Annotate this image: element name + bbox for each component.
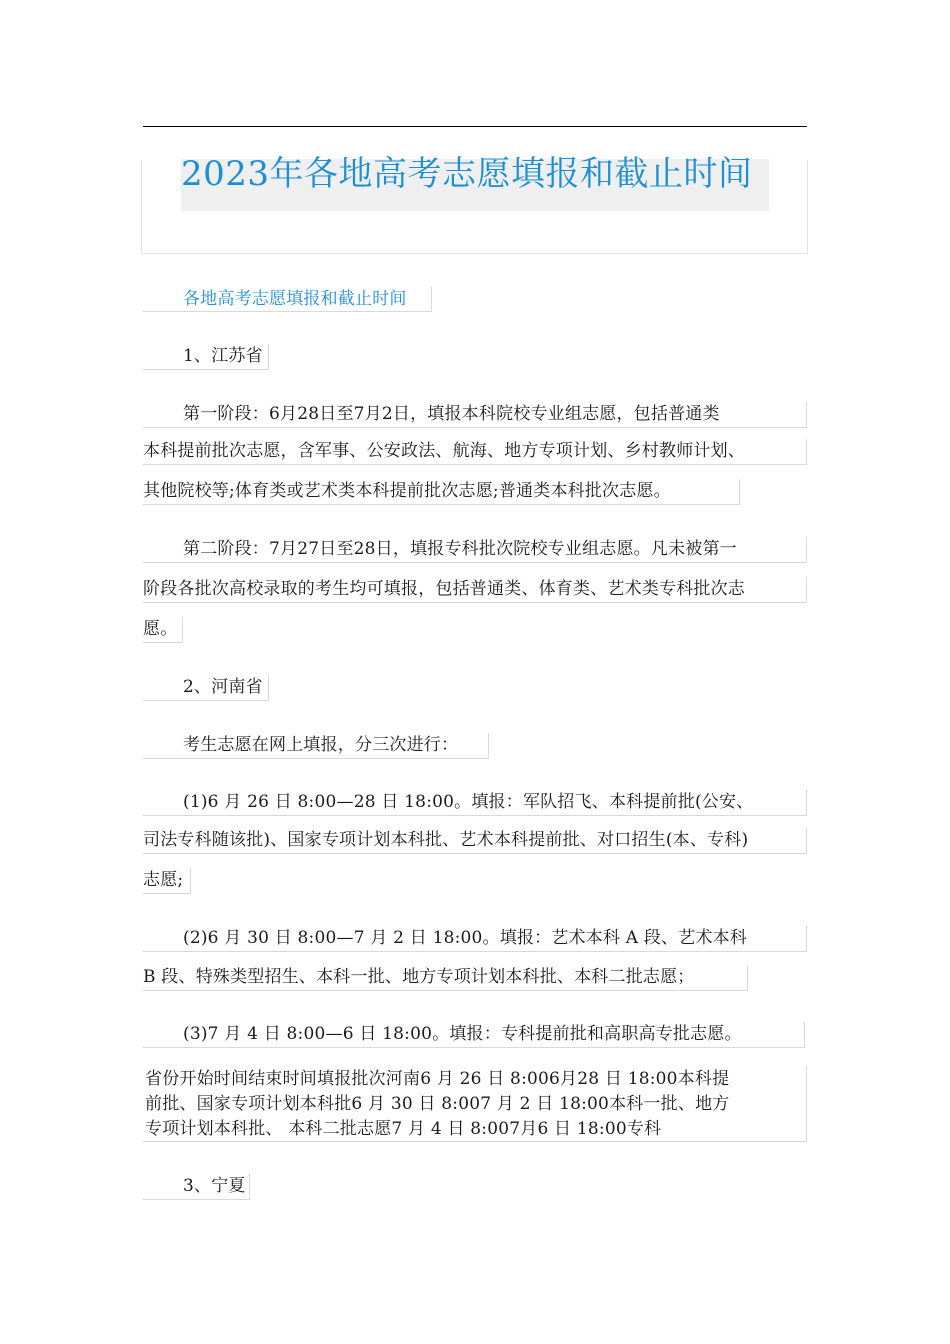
section-heading-jiangsu: 1、江苏省	[183, 346, 263, 366]
jiangsu-stage1-line3: 其他院校等;体育类或艺术类本科提前批次志愿;普通类本科批次志愿。	[143, 481, 671, 501]
henan-table-line3: 专项计划本科批、 本科二批志愿7 月 4 日 8:007月6 日 18:00专科	[145, 1119, 662, 1139]
henan-item1-line3: 志愿;	[143, 870, 184, 890]
henan-intro: 考生志愿在网上填报，分三次进行：	[183, 735, 459, 755]
henan-table-line2: 前批、国家专项计划本科批6 月 30 日 8:007 月 2 日 18:00本科一批、地方	[145, 1094, 730, 1114]
henan-item2-line2: B 段、特殊类型招生、本科一批、地方专项计划本科批、本科二批志愿；	[143, 967, 695, 987]
jiangsu-stage2-line2: 阶段各批次高校录取的考生均可填报，包括普通类、体育类、艺术类专科批次志	[143, 579, 745, 599]
henan-item3: (3)7 月 4 日 8:00—6 日 18:00。填报：专科提前批和高职高专批志愿。	[183, 1024, 742, 1044]
section-heading-ningxia: 3、宁夏	[183, 1176, 246, 1196]
jiangsu-stage2-line3: 愿。	[143, 619, 178, 639]
henan-table-line1: 省份开始时间结束时间填报批次河南6 月 26 日 8:006月28 日 18:00本科提	[145, 1069, 730, 1089]
section-heading-henan: 2、河南省	[183, 677, 263, 697]
henan-item2-line1: (2)6 月 30 日 8:00—7 月 2 日 18:00。填报：艺术本科 A 段、艺术本科	[183, 928, 748, 948]
jiangsu-stage2-line1: 第二阶段：7月27日至28日，填报专科批次院校专业组志愿。凡未被第一	[183, 539, 737, 559]
top-rule	[143, 126, 807, 127]
document-subtitle: 各地高考志愿填报和截止时间	[183, 289, 407, 309]
jiangsu-stage1-line1: 第一阶段：6月28日至7月2日，填报本科院校专业组志愿，包括普通类	[183, 404, 720, 424]
henan-item1-line1: (1)6 月 26 日 8:00—28 日 18:00。填报：军队招飞、本科提前批(公安、	[183, 792, 754, 812]
document-title: 2023年各地高考志愿填报和截止时间	[181, 154, 753, 194]
henan-item1-line2: 司法专科随该批)、国家专项计划本科批、艺术本科提前批、对口招生(本、专科)	[143, 830, 749, 850]
jiangsu-stage1-line2: 本科提前批次志愿，含军事、公安政法、航海、地方专项计划、乡村教师计划、	[143, 441, 745, 461]
